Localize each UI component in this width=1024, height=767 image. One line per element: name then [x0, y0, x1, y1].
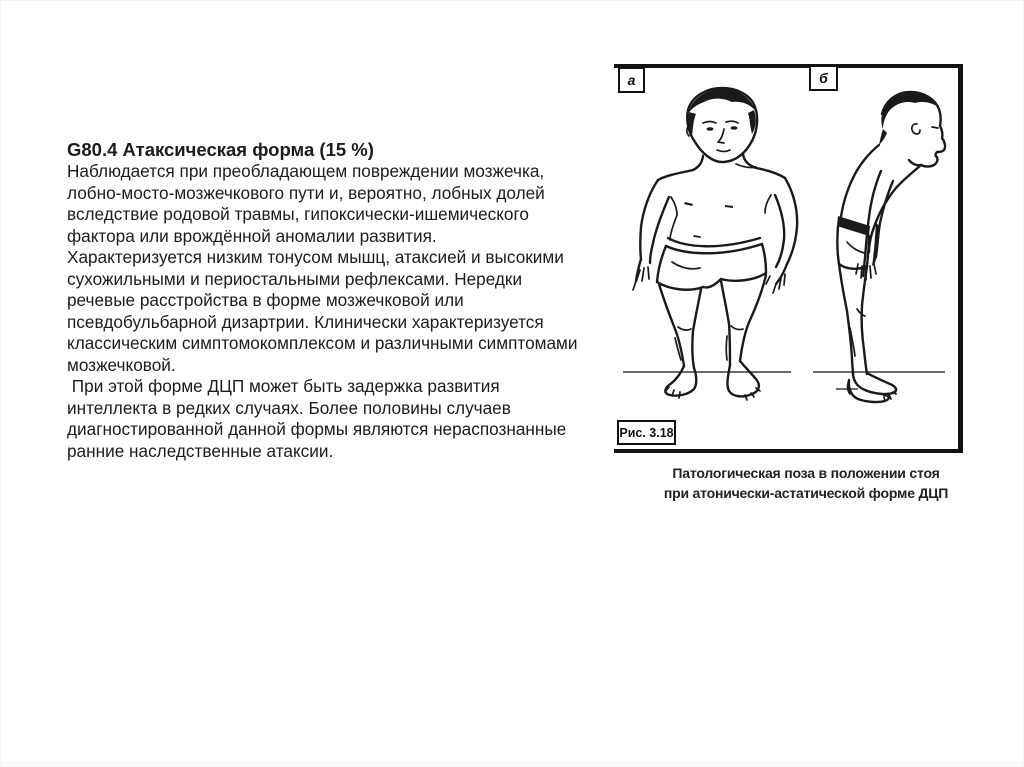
body-line: ранние наследственные атаксии.	[67, 440, 334, 461]
figure-label-a: а	[627, 72, 636, 88]
body-line: псевдобульбарной дизартрии. Клинически характеризуется	[67, 311, 544, 332]
body-line: сухожильными и периостальными рефлексами. Нередки	[67, 268, 523, 289]
body-text-block	[67, 139, 602, 462]
body-line: Характеризуется низким тонусом мышц, атаксией и высокими	[67, 247, 564, 267]
slide-title: G80.4 Атаксическая форма (15 %)	[67, 139, 374, 160]
figure-drawing	[614, 68, 958, 449]
body-line: мозжечковой.	[67, 354, 176, 375]
figure-panel	[614, 64, 963, 453]
body-line: речевые расстройства в форме мозжечковой или	[67, 290, 464, 310]
figure-caption	[629, 464, 983, 503]
body-line: Наблюдается при преобладающем повреждении мозжечка,	[67, 161, 545, 181]
body-line: фактора или врождённой аномалии развития.	[67, 225, 437, 246]
body-line: лобно-мосто-мозжечкового пути и, вероятно, лобных долей	[67, 182, 545, 203]
figure-number-box	[617, 420, 676, 445]
figure-caption-line1: Патологическая поза в положении стоя	[672, 465, 940, 481]
figure-label-b-box	[809, 65, 838, 91]
body-line: При этой форме ДЦП может быть задержка развития	[67, 376, 500, 396]
figure-label-b: б	[819, 70, 828, 86]
body-line: вследствие родовой травмы, гипоксически-ишемического	[67, 204, 529, 224]
figure-number: Рис. 3.18	[619, 425, 674, 440]
body-line: диагностированной данной формы являются нераспознанные	[67, 419, 567, 439]
figure-label-a-box	[618, 67, 645, 93]
figure-caption-line2: при атонически-астатической форме ДЦП	[663, 484, 949, 501]
body-line: классическим симптомокомплексом и различными симптомами	[67, 333, 578, 353]
body-line: интеллекта в редких случаях. Более половины случаев	[67, 397, 511, 418]
figure-a-drawing	[633, 88, 797, 400]
figure-b-drawing	[837, 92, 945, 402]
page-bottom-edge	[1, 762, 1023, 766]
